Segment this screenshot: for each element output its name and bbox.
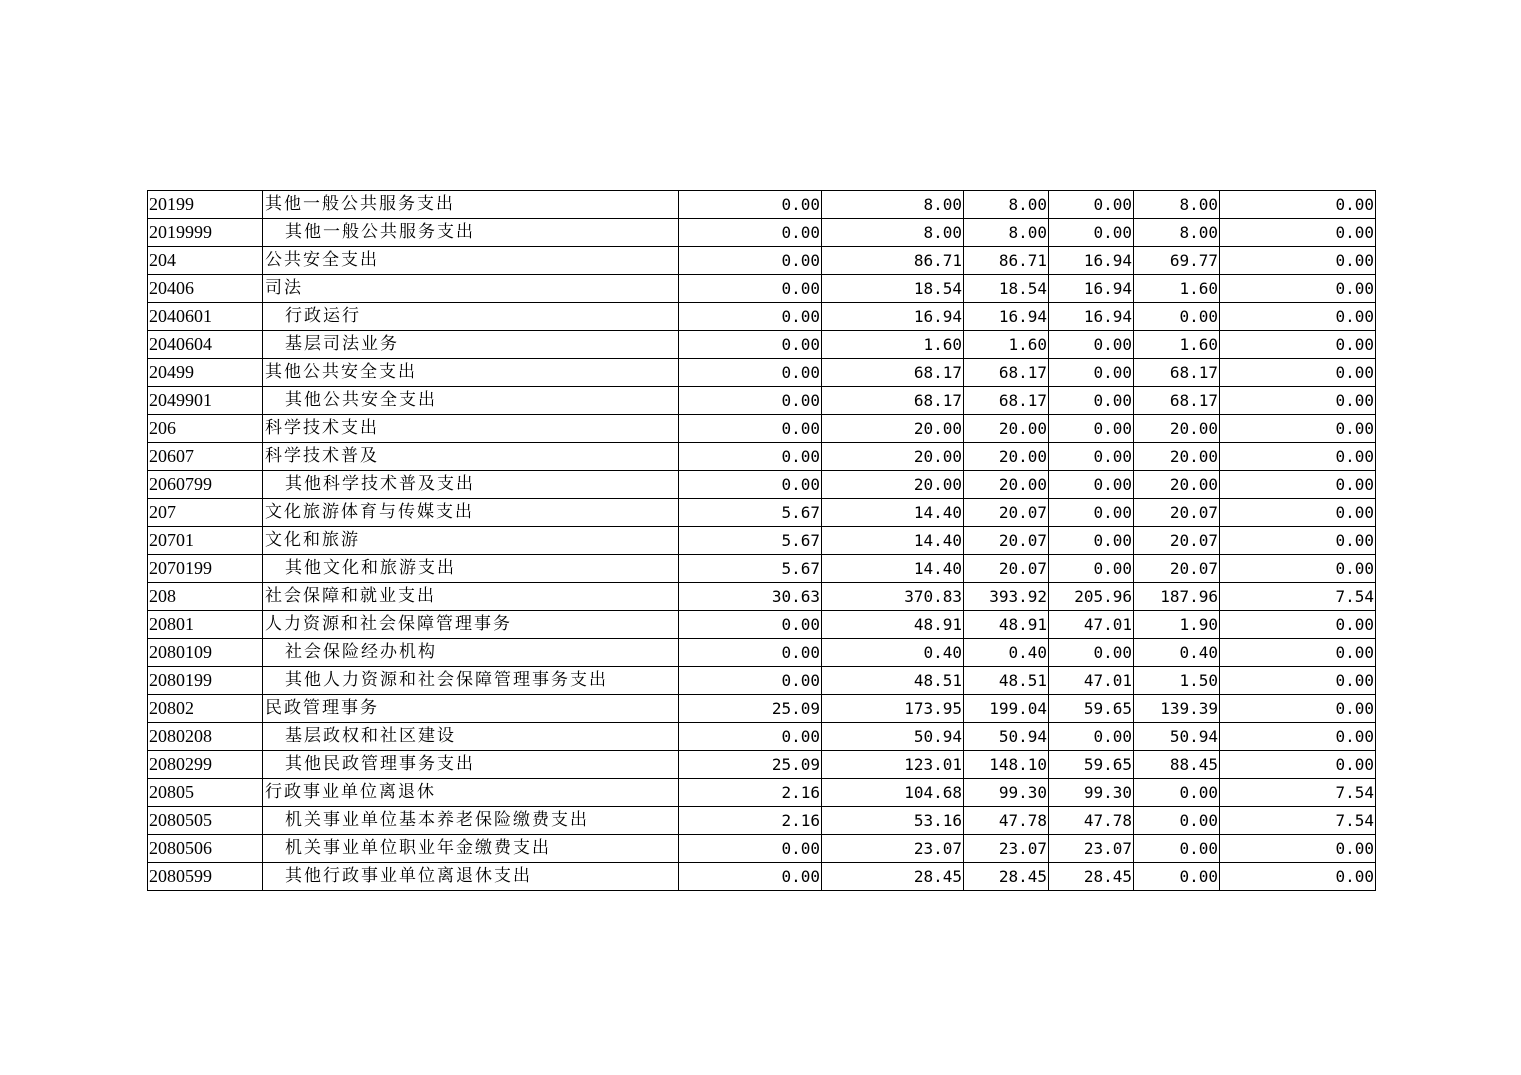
amount-cell: 0.00 — [679, 415, 822, 443]
amount-cell: 148.10 — [964, 751, 1049, 779]
table-row — [148, 639, 1376, 667]
table-row — [148, 415, 1376, 443]
amount-cell: 0.40 — [1134, 639, 1220, 667]
amount-cell: 28.45 — [1049, 863, 1134, 891]
amount-cell: 0.00 — [1049, 387, 1134, 415]
amount-cell: 0.00 — [1220, 555, 1376, 583]
subject-code-cell: 2070199 — [148, 555, 263, 583]
subject-code-cell: 2080208 — [148, 723, 263, 751]
amount-cell: 59.65 — [1049, 695, 1134, 723]
amount-cell: 0.00 — [1220, 835, 1376, 863]
amount-cell: 47.78 — [1049, 807, 1134, 835]
subject-code-cell: 2080199 — [148, 667, 263, 695]
amount-cell: 50.94 — [1134, 723, 1220, 751]
amount-cell: 14.40 — [822, 499, 964, 527]
subject-name-cell: 科学技术支出 — [263, 415, 679, 443]
amount-cell: 0.00 — [1049, 639, 1134, 667]
amount-cell: 68.17 — [1134, 387, 1220, 415]
subject-name-cell: 文化旅游体育与传媒支出 — [263, 499, 679, 527]
subject-name-cell: 机关事业单位基本养老保险缴费支出 — [263, 807, 679, 835]
amount-cell: 0.00 — [1220, 247, 1376, 275]
table-row — [148, 807, 1376, 835]
subject-name-cell: 其他行政事业单位离退休支出 — [263, 863, 679, 891]
amount-cell: 0.40 — [964, 639, 1049, 667]
amount-cell: 20.00 — [1134, 415, 1220, 443]
table-row — [148, 751, 1376, 779]
amount-cell: 23.07 — [964, 835, 1049, 863]
amount-cell: 8.00 — [822, 191, 964, 219]
amount-cell: 48.51 — [822, 667, 964, 695]
table-row — [148, 863, 1376, 891]
subject-code-cell: 20199 — [148, 191, 263, 219]
subject-code-cell: 2080505 — [148, 807, 263, 835]
amount-cell: 0.00 — [679, 639, 822, 667]
amount-cell: 0.00 — [1134, 835, 1220, 863]
subject-name-cell: 其他民政管理事务支出 — [263, 751, 679, 779]
table-body — [148, 191, 1376, 891]
amount-cell: 20.07 — [964, 527, 1049, 555]
subject-name-cell: 其他科学技术普及支出 — [263, 471, 679, 499]
subject-code-cell: 20701 — [148, 527, 263, 555]
amount-cell: 68.17 — [964, 387, 1049, 415]
table-row — [148, 667, 1376, 695]
amount-cell: 20.00 — [822, 471, 964, 499]
table-row — [148, 331, 1376, 359]
amount-cell: 0.00 — [1220, 303, 1376, 331]
amount-cell: 20.07 — [1134, 527, 1220, 555]
subject-code-cell: 207 — [148, 499, 263, 527]
amount-cell: 25.09 — [679, 695, 822, 723]
table-row — [148, 611, 1376, 639]
subject-code-cell: 208 — [148, 583, 263, 611]
subject-code-cell: 2080506 — [148, 835, 263, 863]
amount-cell: 47.01 — [1049, 611, 1134, 639]
amount-cell: 0.00 — [1220, 359, 1376, 387]
amount-cell: 20.07 — [1134, 499, 1220, 527]
amount-cell: 1.60 — [1134, 275, 1220, 303]
table-row — [148, 527, 1376, 555]
subject-code-cell: 2080299 — [148, 751, 263, 779]
amount-cell: 16.94 — [1049, 275, 1134, 303]
subject-code-cell: 20801 — [148, 611, 263, 639]
subject-code-cell: 20805 — [148, 779, 263, 807]
subject-name-cell: 人力资源和社会保障管理事务 — [263, 611, 679, 639]
amount-cell: 99.30 — [1049, 779, 1134, 807]
table-row — [148, 471, 1376, 499]
subject-code-cell: 20499 — [148, 359, 263, 387]
subject-name-cell: 社会保险经办机构 — [263, 639, 679, 667]
subject-name-cell: 文化和旅游 — [263, 527, 679, 555]
amount-cell: 393.92 — [964, 583, 1049, 611]
amount-cell: 68.17 — [822, 387, 964, 415]
amount-cell: 20.00 — [964, 471, 1049, 499]
amount-cell: 0.00 — [679, 471, 822, 499]
amount-cell: 7.54 — [1220, 807, 1376, 835]
amount-cell: 7.54 — [1220, 583, 1376, 611]
amount-cell: 173.95 — [822, 695, 964, 723]
amount-cell: 0.40 — [822, 639, 964, 667]
amount-cell: 48.91 — [964, 611, 1049, 639]
amount-cell: 0.00 — [1220, 471, 1376, 499]
subject-name-cell: 机关事业单位职业年金缴费支出 — [263, 835, 679, 863]
amount-cell: 0.00 — [1049, 443, 1134, 471]
amount-cell: 187.96 — [1134, 583, 1220, 611]
amount-cell: 0.00 — [679, 723, 822, 751]
amount-cell: 18.54 — [964, 275, 1049, 303]
amount-cell: 0.00 — [1049, 499, 1134, 527]
amount-cell: 48.51 — [964, 667, 1049, 695]
table-row — [148, 247, 1376, 275]
amount-cell: 0.00 — [679, 611, 822, 639]
amount-cell: 0.00 — [679, 331, 822, 359]
amount-cell: 16.94 — [964, 303, 1049, 331]
amount-cell: 69.77 — [1134, 247, 1220, 275]
amount-cell: 5.67 — [679, 499, 822, 527]
amount-cell: 0.00 — [1220, 611, 1376, 639]
amount-cell: 53.16 — [822, 807, 964, 835]
amount-cell: 199.04 — [964, 695, 1049, 723]
amount-cell: 25.09 — [679, 751, 822, 779]
amount-cell: 5.67 — [679, 527, 822, 555]
subject-code-cell: 20406 — [148, 275, 263, 303]
amount-cell: 16.94 — [822, 303, 964, 331]
table-row — [148, 583, 1376, 611]
amount-cell: 104.68 — [822, 779, 964, 807]
amount-cell: 20.07 — [964, 555, 1049, 583]
amount-cell: 0.00 — [679, 219, 822, 247]
amount-cell: 0.00 — [1134, 863, 1220, 891]
amount-cell: 1.90 — [1134, 611, 1220, 639]
amount-cell: 0.00 — [1134, 303, 1220, 331]
subject-code-cell: 20607 — [148, 443, 263, 471]
subject-code-cell: 2040604 — [148, 331, 263, 359]
amount-cell: 0.00 — [679, 247, 822, 275]
subject-code-cell: 2080109 — [148, 639, 263, 667]
amount-cell: 7.54 — [1220, 779, 1376, 807]
amount-cell: 20.07 — [964, 499, 1049, 527]
subject-name-cell: 其他一般公共服务支出 — [263, 191, 679, 219]
subject-code-cell: 2060799 — [148, 471, 263, 499]
subject-name-cell: 司法 — [263, 275, 679, 303]
amount-cell: 370.83 — [822, 583, 964, 611]
subject-name-cell: 其他一般公共服务支出 — [263, 219, 679, 247]
amount-cell: 0.00 — [1220, 695, 1376, 723]
amount-cell: 0.00 — [679, 667, 822, 695]
amount-cell: 50.94 — [822, 723, 964, 751]
amount-cell: 20.07 — [1134, 555, 1220, 583]
amount-cell: 20.00 — [822, 443, 964, 471]
amount-cell: 0.00 — [1220, 387, 1376, 415]
amount-cell: 20.00 — [1134, 471, 1220, 499]
amount-cell: 0.00 — [1049, 191, 1134, 219]
budget-table — [147, 190, 1376, 891]
amount-cell: 0.00 — [1134, 779, 1220, 807]
amount-cell: 0.00 — [1220, 499, 1376, 527]
subject-name-cell: 行政运行 — [263, 303, 679, 331]
amount-cell: 8.00 — [964, 191, 1049, 219]
amount-cell: 86.71 — [964, 247, 1049, 275]
subject-code-cell: 206 — [148, 415, 263, 443]
amount-cell: 0.00 — [679, 275, 822, 303]
subject-code-cell: 2019999 — [148, 219, 263, 247]
table-row — [148, 443, 1376, 471]
amount-cell: 8.00 — [1134, 219, 1220, 247]
amount-cell: 0.00 — [1049, 331, 1134, 359]
amount-cell: 0.00 — [1220, 667, 1376, 695]
amount-cell: 0.00 — [1049, 359, 1134, 387]
amount-cell: 50.94 — [964, 723, 1049, 751]
subject-name-cell: 公共安全支出 — [263, 247, 679, 275]
amount-cell: 0.00 — [1220, 331, 1376, 359]
amount-cell: 0.00 — [679, 835, 822, 863]
subject-name-cell: 基层司法业务 — [263, 331, 679, 359]
amount-cell: 0.00 — [1134, 807, 1220, 835]
amount-cell: 0.00 — [679, 191, 822, 219]
amount-cell: 68.17 — [964, 359, 1049, 387]
subject-name-cell: 其他文化和旅游支出 — [263, 555, 679, 583]
subject-name-cell: 科学技术普及 — [263, 443, 679, 471]
amount-cell: 47.01 — [1049, 667, 1134, 695]
amount-cell: 0.00 — [1049, 555, 1134, 583]
amount-cell: 0.00 — [1049, 527, 1134, 555]
amount-cell: 48.91 — [822, 611, 964, 639]
subject-name-cell: 其他人力资源和社会保障管理事务支出 — [263, 667, 679, 695]
amount-cell: 1.60 — [964, 331, 1049, 359]
table-row — [148, 359, 1376, 387]
subject-code-cell: 204 — [148, 247, 263, 275]
table-row — [148, 275, 1376, 303]
table-row — [148, 219, 1376, 247]
subject-code-cell: 2080599 — [148, 863, 263, 891]
table-row — [148, 779, 1376, 807]
amount-cell: 0.00 — [1049, 723, 1134, 751]
subject-code-cell: 2049901 — [148, 387, 263, 415]
subject-code-cell: 20802 — [148, 695, 263, 723]
subject-name-cell: 其他公共安全支出 — [263, 387, 679, 415]
amount-cell: 28.45 — [822, 863, 964, 891]
amount-cell: 0.00 — [1049, 219, 1134, 247]
amount-cell: 23.07 — [1049, 835, 1134, 863]
amount-cell: 8.00 — [822, 219, 964, 247]
amount-cell: 99.30 — [964, 779, 1049, 807]
table-row — [148, 695, 1376, 723]
amount-cell: 8.00 — [1134, 191, 1220, 219]
amount-cell: 18.54 — [822, 275, 964, 303]
amount-cell: 0.00 — [679, 863, 822, 891]
amount-cell: 0.00 — [1220, 275, 1376, 303]
amount-cell: 0.00 — [679, 359, 822, 387]
amount-cell: 139.39 — [1134, 695, 1220, 723]
table-row — [148, 387, 1376, 415]
amount-cell: 0.00 — [679, 443, 822, 471]
amount-cell: 1.60 — [822, 331, 964, 359]
amount-cell: 20.00 — [822, 415, 964, 443]
table-row — [148, 303, 1376, 331]
subject-name-cell: 其他公共安全支出 — [263, 359, 679, 387]
subject-name-cell: 基层政权和社区建设 — [263, 723, 679, 751]
amount-cell: 8.00 — [964, 219, 1049, 247]
amount-cell: 1.60 — [1134, 331, 1220, 359]
amount-cell: 123.01 — [822, 751, 964, 779]
amount-cell: 14.40 — [822, 555, 964, 583]
amount-cell: 0.00 — [1220, 415, 1376, 443]
amount-cell: 59.65 — [1049, 751, 1134, 779]
table-row — [148, 723, 1376, 751]
amount-cell: 16.94 — [1049, 247, 1134, 275]
subject-name-cell: 民政管理事务 — [263, 695, 679, 723]
amount-cell: 0.00 — [679, 387, 822, 415]
amount-cell: 0.00 — [1220, 219, 1376, 247]
amount-cell: 5.67 — [679, 555, 822, 583]
amount-cell: 0.00 — [1220, 443, 1376, 471]
amount-cell: 16.94 — [1049, 303, 1134, 331]
amount-cell: 88.45 — [1134, 751, 1220, 779]
amount-cell: 0.00 — [1049, 415, 1134, 443]
table-row — [148, 191, 1376, 219]
amount-cell: 0.00 — [679, 303, 822, 331]
amount-cell: 0.00 — [1220, 639, 1376, 667]
amount-cell: 1.50 — [1134, 667, 1220, 695]
amount-cell: 0.00 — [1220, 863, 1376, 891]
amount-cell: 20.00 — [964, 443, 1049, 471]
amount-cell: 0.00 — [1220, 191, 1376, 219]
subject-name-cell: 社会保障和就业支出 — [263, 583, 679, 611]
amount-cell: 2.16 — [679, 807, 822, 835]
table-row — [148, 499, 1376, 527]
table-row — [148, 835, 1376, 863]
subject-code-cell: 2040601 — [148, 303, 263, 331]
amount-cell: 2.16 — [679, 779, 822, 807]
amount-cell: 0.00 — [1049, 471, 1134, 499]
amount-cell: 20.00 — [964, 415, 1049, 443]
amount-cell: 0.00 — [1220, 751, 1376, 779]
amount-cell: 30.63 — [679, 583, 822, 611]
amount-cell: 0.00 — [1220, 723, 1376, 751]
amount-cell: 47.78 — [964, 807, 1049, 835]
amount-cell: 28.45 — [964, 863, 1049, 891]
amount-cell: 86.71 — [822, 247, 964, 275]
amount-cell: 0.00 — [1220, 527, 1376, 555]
amount-cell: 23.07 — [822, 835, 964, 863]
amount-cell: 14.40 — [822, 527, 964, 555]
amount-cell: 68.17 — [1134, 359, 1220, 387]
amount-cell: 20.00 — [1134, 443, 1220, 471]
amount-cell: 205.96 — [1049, 583, 1134, 611]
table-row — [148, 555, 1376, 583]
amount-cell: 68.17 — [822, 359, 964, 387]
subject-name-cell: 行政事业单位离退休 — [263, 779, 679, 807]
